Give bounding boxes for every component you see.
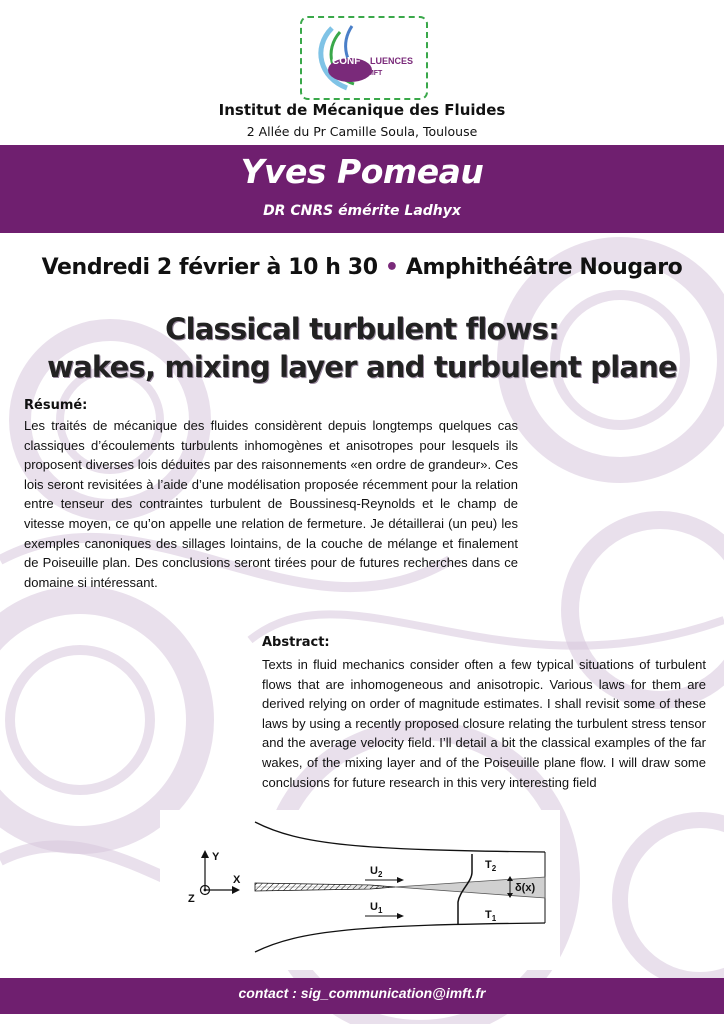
u2-label xyxy=(370,865,383,879)
logo-text-main: CONF xyxy=(332,56,361,67)
y-axis-arrow xyxy=(201,850,209,858)
abstract-text: Texts in fluid mechanics consider often a few typical situations of turbulent flows that are inhomogeneous and anisotropic. Various laws for them are derived relying on order of magnitude estimates. I shall revisit some of these laws by using a recently proposed closure relating the turbulent stress tensor and the average velocity field. I’ll detail a bit the classical examples of the far wakes, of the mixing layer and of the Poiseuille plane flow. I will draw some conclusions for future research in this very interesting field xyxy=(262,657,706,790)
t2-symbol: T xyxy=(485,859,492,871)
speaker-title: DR CNRS émérite Ladhyx xyxy=(263,203,461,219)
confluences-logo xyxy=(300,16,428,100)
talk-title-line-1: Classical turbulent flows: xyxy=(165,312,559,346)
institute-name: Institut de Mécanique des Fluides xyxy=(218,101,506,119)
event-date-time: Vendredi 2 février à 10 h 30 xyxy=(41,255,378,280)
resume-text: Les traités de mécanique des fluides considèrent depuis longtemps quelques cas classiques d’écoulements turbulents inhomogènes et anisotropes pour lesquels ils proposent diverses lois déduites par des raisonnements «en ordre de grandeur». Ces lois seront revisitées à l’aide d’une modélisation proposée récemment pour la relation entre tenseur des contraintes turbulent de Boussinesq-Reynolds et le champ de vitesse moyen, ce qu’on appelle une relation de fermeture. Je détaillerai (un peu) les exemples canoniques des sillages lointains, de la couche de mélange et finalement de Poiseuille plan. Des conclusions seront tirées pour de futures recherches dans ce domaine si intéressant. xyxy=(24,418,518,590)
t2-label xyxy=(485,859,497,873)
z-axis-label: Z xyxy=(188,893,195,905)
upper-wall xyxy=(255,822,545,852)
t1-symbol: T xyxy=(485,909,492,921)
x-axis-label: X xyxy=(233,874,241,886)
y-axis-label: Y xyxy=(212,851,220,863)
resume-label: Résumé: xyxy=(24,398,88,413)
lower-wall xyxy=(255,923,545,952)
u1-subscript: 1 xyxy=(377,906,383,915)
event-separator: • xyxy=(384,255,399,280)
u1-symbol: U xyxy=(370,901,378,913)
splitter-plate xyxy=(255,883,395,891)
u1-arrow-head xyxy=(397,913,404,919)
logo-text-sub: IMFT xyxy=(366,70,383,77)
abstract-label: Abstract: xyxy=(262,635,330,650)
event-line xyxy=(0,255,724,280)
institute-address: 2 Allée du Pr Camille Soula, Toulouse xyxy=(246,124,478,139)
talk-title-line-2: wakes, mixing layer and turbulent plane xyxy=(47,350,677,384)
u2-symbol: U xyxy=(370,865,378,877)
t1-label xyxy=(485,909,497,923)
speaker-name: Yves Pomeau xyxy=(240,152,484,191)
u2-arrow-head xyxy=(397,877,404,883)
contact-email[interactable]: contact : sig_communication@imft.fr xyxy=(238,985,486,1001)
t2-subscript: 2 xyxy=(491,864,497,873)
z-axis-dot xyxy=(204,889,207,892)
logo-text-rest: LUENCES xyxy=(370,56,414,66)
t1-subscript: 1 xyxy=(491,914,497,923)
delta-label: δ(x) xyxy=(515,882,536,894)
talk-title xyxy=(0,310,724,386)
delta-arrow-top xyxy=(507,876,513,881)
u2-subscript: 2 xyxy=(377,870,383,879)
mixing-layer-diagram xyxy=(160,810,560,970)
x-axis-arrow xyxy=(232,886,240,894)
event-location: Amphithéâtre Nougaro xyxy=(405,255,683,280)
mixing-layer-figure xyxy=(160,810,560,970)
u1-label xyxy=(370,901,383,915)
